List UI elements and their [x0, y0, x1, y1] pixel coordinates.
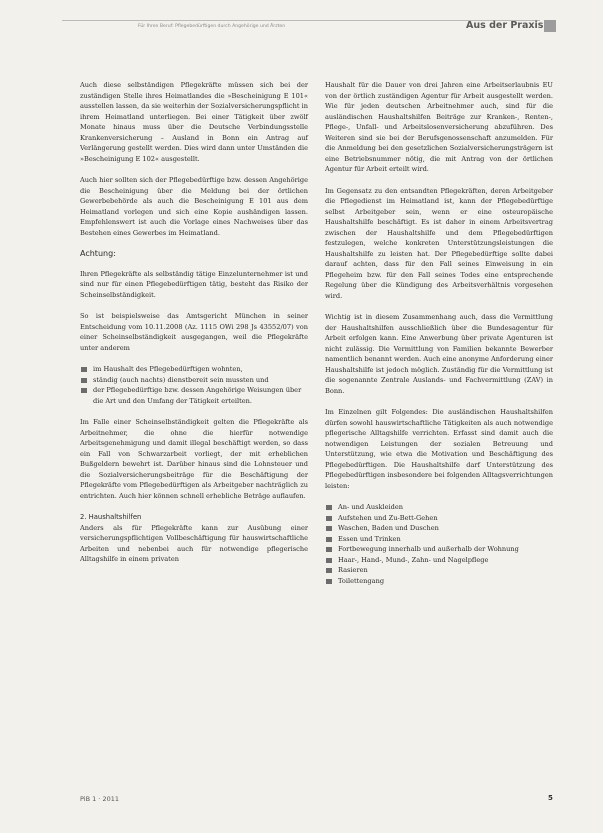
heading-attention: Achtung: [80, 249, 116, 258]
paragraph: Haushalt für die Dauer von drei Jahren eine Arbeitserlaubnis EU von der örtlich zuständigen Agentur für Arbeit ausgestellt werden. Wie für jeden deutschen Arbeitnehmer auch, sind für die ausländischen Haushaltshilfen Beiträge zur Kranken-, Renten-, Pflege-, Unfall- und Arbeitslosenversicherung abzuführen. Des Weiteren sind sie bei der Berufsgenossenschaft anzumelden. Für die Anmeldung bei den gesetzlichen Sozialversicherungsträgern ist eine Betriebsnummer nötig, die mit Antrag von der örtlichen Agentur für Arbeit erteilt wird. [325, 81, 553, 173]
paragraph: Ihren Pflegekräfte als selbständig tätige Einzelunternehmer ist und sind nur für einen Pflegebedürftigen tätig, besteht das Risiko der Scheinselbständigkeit. [80, 269, 308, 299]
list-item: Fortbewegung innerhalb und außerhalb der Wohnung [325, 544, 553, 555]
bullet-list [80, 364, 308, 406]
paragraph: Anders als für Pflegekräfte kann zur Ausübung einer versicherungspflichtigen Vollbeschäftigung für hauswirtschaftliche Arbeiten und nebenbei auch für notwendige pflegerische Alltagshilfe in einem privaten [80, 523, 308, 563]
list-item: im Haushalt des Pflegebedürftigen wohnten, [80, 364, 308, 375]
list-item: Aufstehen und Zu-Bett-Gehen [325, 513, 553, 524]
paragraph: Wichtig ist in diesem Zusammenhang auch, dass die Vermittlung der Haushaltshilfen ausschließlich über die Bundesagentur für Arbeit erfolgen kann. Eine Anwerbung über private Agenturen ist nicht zulässig. Die Vermittlung von Familien bekannte Bewerber namentlich benannt werden. Auch eine anonyme Anforderung einer Haushaltshilfe ist jedoch möglich. Zuständig für die Vermittlung ist die sogenannte Zentrale Auslands- und Fachvermittlung (ZAV) in Bonn. [325, 313, 553, 395]
paragraph: Auch diese selbständigen Pflegekräfte müssen sich bei der zuständigen Stelle ihres Heimatlandes die »Bescheinigung E 101« ausstellen lassen, da sie weiterhin der Sozialversicherungspflicht in ihrem Heimatland unterliegen. Bei einer Tätigkeit über zwölf Monate hinaus muss über die Deutsche Verbindungsstelle Krankenversicherung – Ausland in Bonn ein Antrag auf Verlängerung gestellt werden. Dies wird dann unter Umständen die »Bescheinigung E 102« ausgestellt. [80, 81, 308, 163]
right-column [325, 80, 553, 597]
section-title: Aus der Praxis [466, 20, 544, 31]
header-subtitle: Für Ihren Beruf: Pflegebedürftigen durch Angehörige und Ärzten [138, 24, 286, 29]
list-item: An- und Auskleiden [325, 502, 553, 513]
list-item: Haar-, Hand-, Mund-, Zahn- und Nagelpflege [325, 555, 553, 566]
journal-issue: PiB 1 · 2011 [80, 795, 119, 803]
paragraph: Auch hier sollten sich der Pflegebedürftige bzw. dessen Angehörige die Bescheinigung über die Meldung bei der örtlichen Gewerbebehörde als auch die Bescheinigung E 101 aus dem Heimatland vorlegen und sich eine Kopie aushändigen lassen. Empfehlenswert ist auch die Vorlage eines Nachweises über das Bestehen eines Gewerbes im Heimatland. [80, 176, 308, 237]
section-marker [544, 20, 556, 32]
bullet-list [325, 502, 553, 586]
list-item: Toilettengang [325, 576, 553, 587]
left-column [80, 80, 308, 576]
list-item: Essen und Trinken [325, 534, 553, 545]
page-number: 5 [548, 794, 553, 802]
list-item: der Pflegebedürftige bzw. dessen Angehörige Weisungen über die Art und den Umfang der Tätigkeit erteilten. [80, 385, 308, 406]
list-item: ständig (auch nachts) dienstbereit sein mussten und [80, 375, 308, 386]
heading-household-helpers: 2. Haushaltshilfen [80, 513, 142, 521]
list-item: Rasieren [325, 565, 553, 576]
paragraph: Im Einzelnen gilt Folgendes: Die ausländischen Haushaltshilfen dürfen sowohl hauswirtschaftliche Tätigkeiten als auch notwendige pflegerische Alltagshilfe verrichten. Erfasst sind damit auch die notwendigen Leistungen der sozialen Betreuung und Unterstützung, wie etwa die Motivation und Beschäftigung des Pflegebedürftigen. Die Haushaltshilfe darf Unterstützung des Pflegebedürftigen insbesondere bei folgenden Alltagsverrichtungen leisten: [325, 408, 553, 490]
paragraph: So ist beispielsweise das Amtsgericht München in seiner Entscheidung vom 10.11.2008 (Az. 1115 OWi 298 Js 43552/07) von einer Scheinselbständigkeit ausgegangen, weil die Pflegekräfte unter anderem [80, 312, 308, 352]
list-item: Waschen, Baden und Duschen [325, 523, 553, 534]
paragraph: Im Falle einer Scheinselbständigkeit gelten die Pflegekräfte als Arbeitnehmer, die ohne die hierfür notwendige Arbeitsgenehmigung und damit illegal beschäftigt werden, so dass ein Fall von Schwarzarbeit vorliegt, der mit erheblichen Bußgeldern bewehrt ist. Darüber hinaus sind die Lohnsteuer und die Sozialversicherungsbeiträge für die Beschäftigung der Pflegekräfte vom Pflegebedürftigen als Arbeitgeber nachträglich zu entrichten. Auch hier können schnell erhebliche Beträge auflaufen. [80, 418, 308, 500]
paragraph: Im Gegensatz zu den entsandten Pflegekräften, deren Arbeitgeber die Pflegedienst im Heimatland ist, kann der Pflegebedürftige selbst Arbeitgeber sein, wenn er eine osteuropäische Haushaltshilfe beschäftigt. Es ist daher in einem Arbeitsvertrag zwischen der Haushaltshilfe und dem Pflegebedürftigen festzulegen, welche konkreten Unterstützungsleistungen die Haushaltshilfe zu leisten hat. Der Pflegebedürftige sollte dabei darauf achten, dass für den Fall seines Einweisung in ein Pflegeheim bzw. für den Fall seines Todes eine entsprechende Regelung über die Kündigung des Arbeitsverhältnis vorgesehen wird. [325, 186, 553, 300]
